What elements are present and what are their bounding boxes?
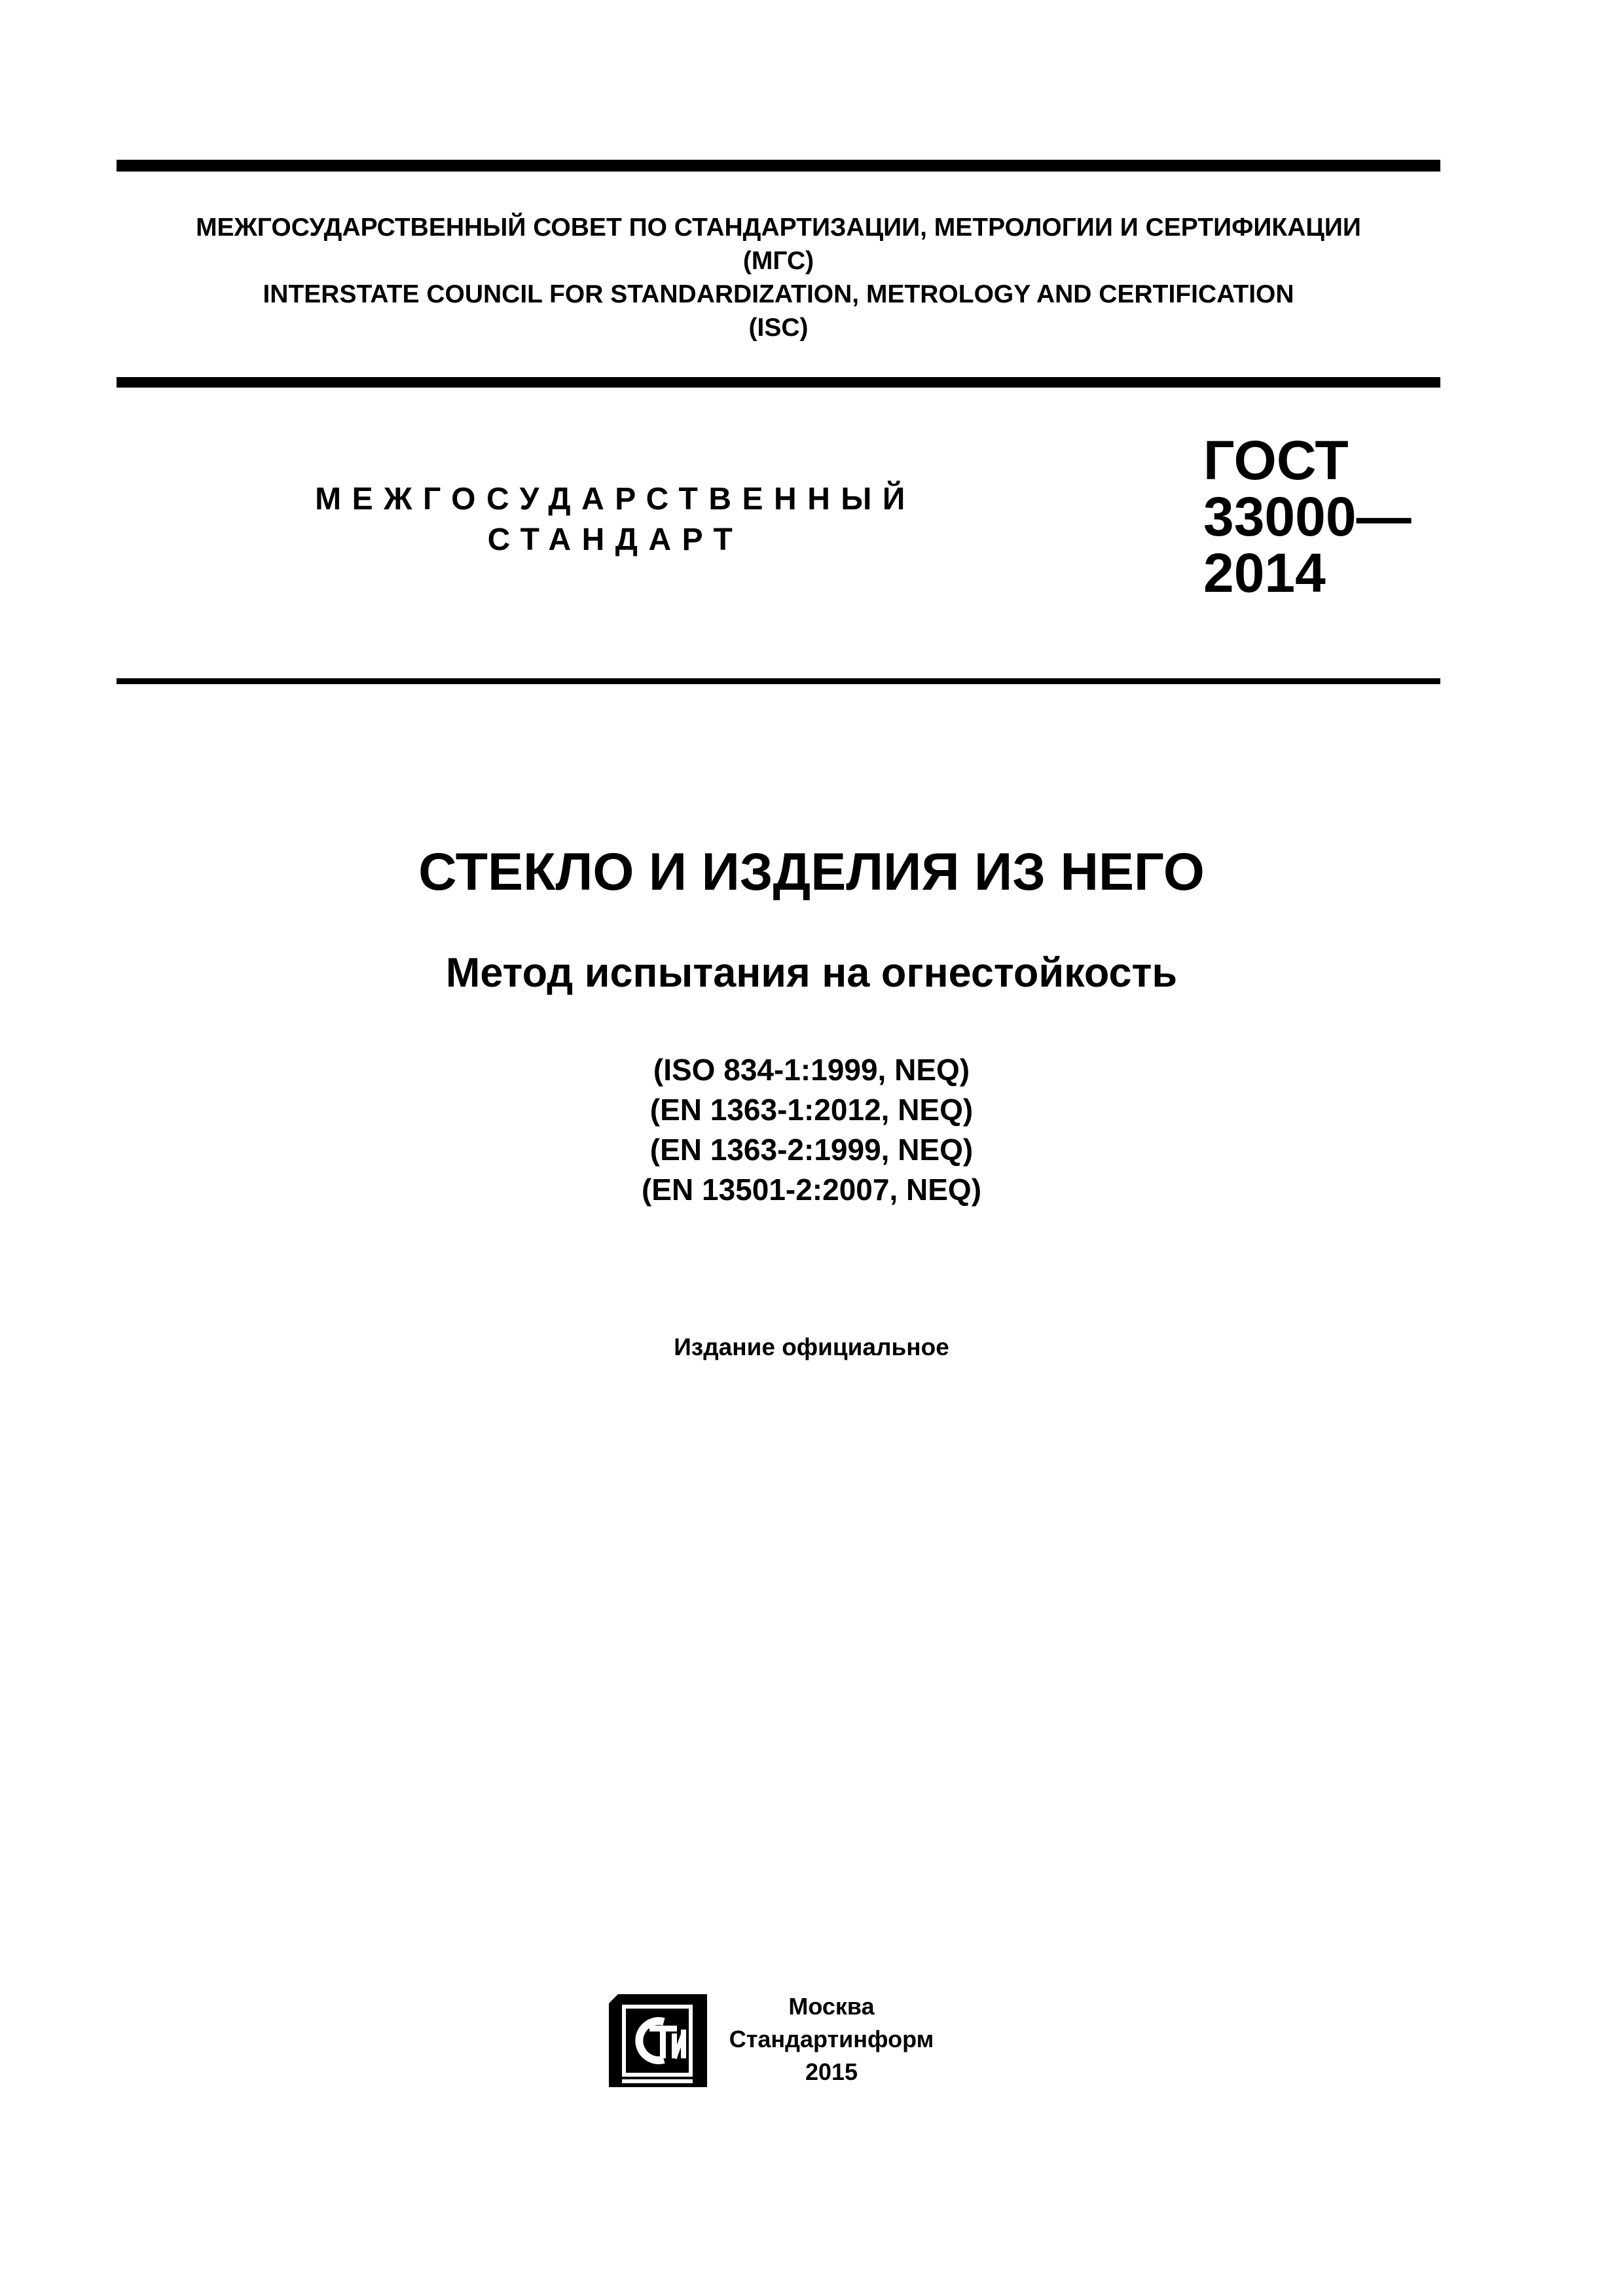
publisher-block (727, 1990, 936, 2088)
bottom-divider (117, 678, 1440, 684)
council-header (117, 211, 1440, 344)
reference-item: (EN 1363-2:1999, NEQ) (649, 1133, 974, 1167)
council-abbr-ru: (МГС) (742, 247, 814, 275)
council-name-ru: МЕЖГОСУДАРСТВЕННЫЙ СОВЕТ ПО СТАНДАРТИЗАЦИИ, МЕТРОЛОГИИ И СЕРТИФИКАЦИИ (196, 213, 1361, 242)
standartinform-logo-icon (609, 1988, 707, 2087)
publisher-city: Москва (788, 1993, 875, 2020)
middle-divider (117, 377, 1440, 388)
top-divider (117, 160, 1440, 172)
gost-year: 2014 (1203, 542, 1326, 604)
reference-standards (0, 1050, 1623, 1210)
gost-label: ГОСТ (1203, 429, 1349, 491)
reference-item: (EN 13501-2:2007, NEQ) (641, 1173, 982, 1207)
reference-item: (ISO 834-1:1999, NEQ) (653, 1053, 970, 1087)
council-abbr-en: (ISC) (748, 314, 809, 342)
standard-type-line1: МЕЖГОСУДАРСТВЕННЫЙ (315, 482, 916, 517)
document-subtitle: Метод испытания на огнестойкость (445, 950, 1178, 996)
reference-item: (EN 1363-1:2012, NEQ) (649, 1093, 974, 1127)
gost-designation (1203, 429, 1412, 604)
publisher-year: 2015 (805, 2058, 858, 2085)
standard-type (288, 479, 943, 560)
standard-type-line2: СТАНДАРТ (487, 522, 744, 557)
edition-note: Издание официальное (674, 1334, 949, 1360)
document-title: СТЕКЛО И ИЗДЕЛИЯ ИЗ НЕГО (418, 843, 1205, 902)
publisher-name: Стандартинформ (729, 2026, 934, 2052)
gost-number: 33000— (1203, 486, 1412, 547)
council-name-en: INTERSTATE COUNCIL FOR STANDARDIZATION, METROLOGY AND CERTIFICATION (263, 280, 1294, 308)
